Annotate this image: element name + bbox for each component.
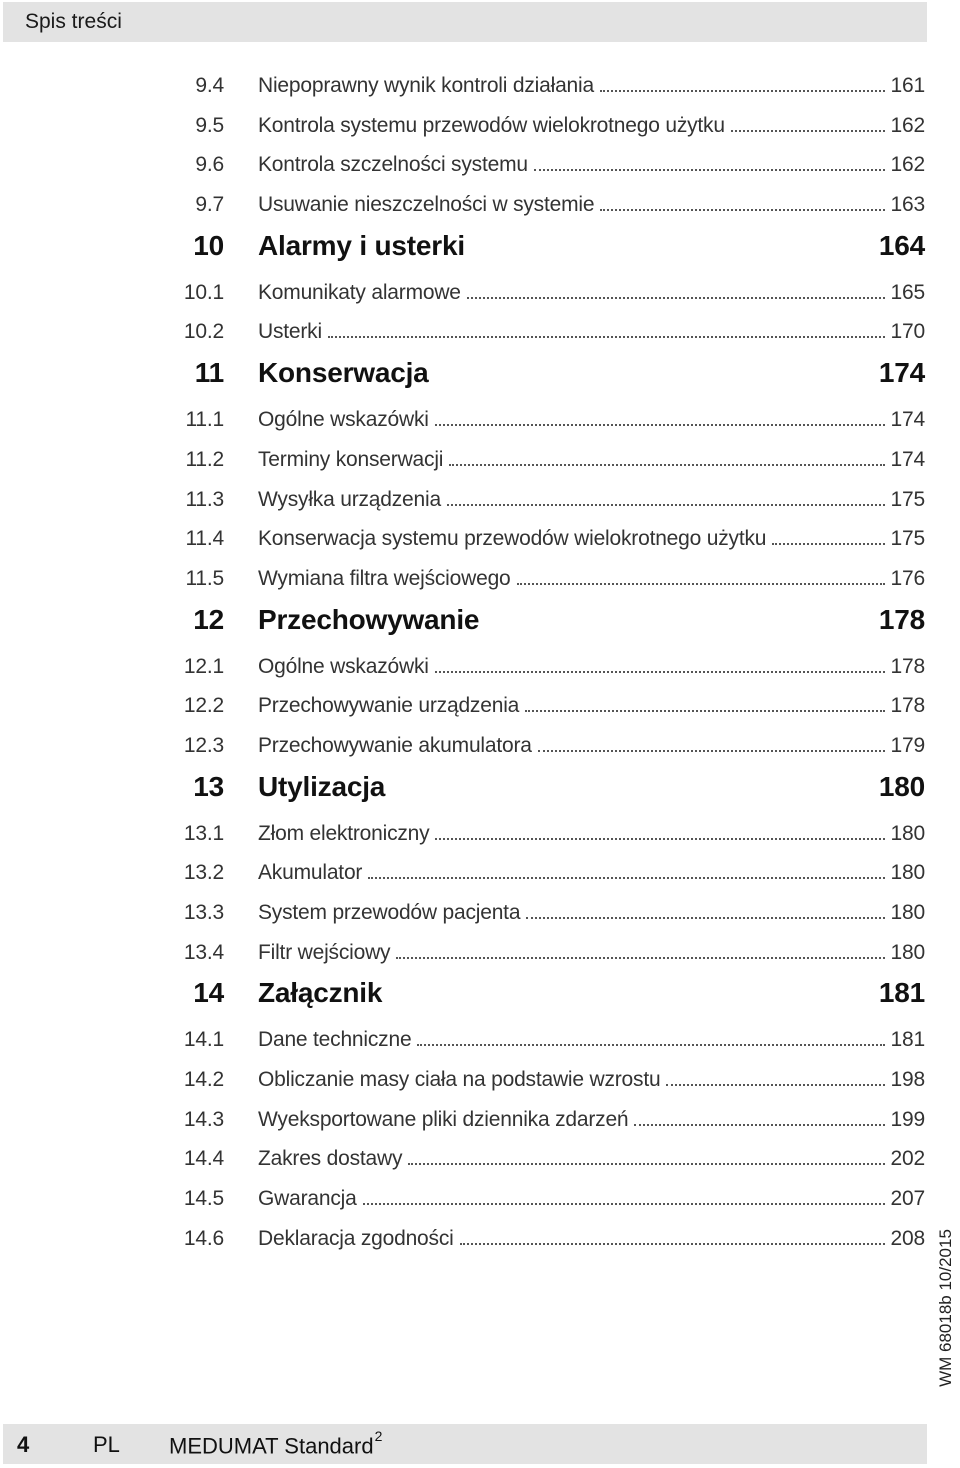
toc-entry-title: Usterki bbox=[258, 320, 322, 344]
toc-entry-title: Konserwacja systemu przewodów wielokrotnego użytku bbox=[258, 527, 767, 551]
toc-entry-number: 14.4 bbox=[183, 1147, 224, 1171]
toc-chapter-row[interactable] bbox=[0, 972, 930, 1020]
toc-entry-number: 11 bbox=[194, 357, 224, 389]
toc-entry-page: 181 bbox=[878, 977, 925, 1009]
toc-section-row[interactable] bbox=[0, 273, 930, 313]
toc-section-row[interactable] bbox=[0, 647, 930, 687]
toc-section-row[interactable] bbox=[0, 853, 930, 893]
toc-entry-line bbox=[258, 527, 925, 551]
toc-dot-leader bbox=[600, 209, 884, 211]
toc-dot-leader bbox=[534, 169, 885, 171]
toc-entry-line bbox=[258, 408, 925, 432]
toc-entry-line bbox=[258, 74, 925, 98]
toc-entry-line bbox=[258, 1147, 925, 1171]
toc-section-row[interactable] bbox=[0, 312, 930, 352]
toc-entry-title: Załącznik bbox=[258, 977, 383, 1009]
toc-dot-leader bbox=[363, 1203, 885, 1205]
toc-entry-title: Złom elektroniczny bbox=[258, 821, 430, 845]
toc-dot-leader bbox=[460, 1243, 885, 1245]
footer-page-number: 4 bbox=[17, 1432, 30, 1457]
toc-entry-line bbox=[258, 861, 925, 885]
toc-entry-title: Zakres dostawy bbox=[258, 1147, 403, 1171]
toc-entry-title: Przechowywanie urządzenia bbox=[258, 694, 520, 718]
toc-entry-title: Gwarancja bbox=[258, 1187, 357, 1211]
toc-entry-line bbox=[258, 153, 925, 177]
toc-dot-leader bbox=[526, 917, 884, 919]
toc-entry-number: 12.1 bbox=[183, 654, 224, 678]
toc-section-row[interactable] bbox=[0, 893, 930, 933]
toc-entry-number: 9.6 bbox=[195, 153, 224, 177]
toc-entry-line bbox=[258, 1187, 925, 1211]
toc-section-row[interactable] bbox=[0, 440, 930, 480]
toc-entry-number: 11.3 bbox=[185, 487, 224, 511]
toc-dot-leader bbox=[538, 750, 885, 752]
toc-section-row[interactable] bbox=[0, 185, 930, 225]
toc-entry-line bbox=[258, 694, 925, 718]
toc-entry-line bbox=[258, 448, 925, 472]
footer-product-name bbox=[169, 1428, 383, 1459]
toc-section-row[interactable] bbox=[0, 1060, 930, 1100]
toc-dot-leader bbox=[328, 336, 885, 338]
toc-entry-number: 14.2 bbox=[183, 1068, 224, 1092]
toc-entry-number: 14.6 bbox=[183, 1226, 224, 1250]
toc-entry-page: 180 bbox=[878, 770, 925, 802]
toc-chapter-row[interactable] bbox=[0, 599, 930, 647]
toc-entry-number: 9.5 bbox=[195, 113, 224, 137]
toc-dot-leader bbox=[435, 838, 884, 840]
toc-entry-page: 165 bbox=[890, 280, 925, 304]
toc-entry-page: 163 bbox=[890, 193, 925, 217]
toc-section-row[interactable] bbox=[0, 1219, 930, 1259]
page-title: Spis treści bbox=[25, 10, 122, 33]
toc-entry-title: Kontrola systemu przewodów wielokrotnego użytku bbox=[258, 113, 725, 137]
toc-entry-line bbox=[258, 1227, 925, 1251]
toc-entry-title: Wymiana filtra wejściowego bbox=[258, 566, 511, 590]
toc-entry-page: 174 bbox=[890, 447, 925, 471]
toc-entry-line bbox=[258, 281, 925, 305]
toc-dot-leader bbox=[447, 504, 885, 506]
toc-entry-page: 180 bbox=[890, 940, 925, 964]
toc-entry-page: 180 bbox=[890, 861, 925, 885]
footer-product-label: MEDUMAT Standard bbox=[169, 1433, 374, 1459]
toc-entry-page: 198 bbox=[890, 1068, 925, 1092]
toc-entry-title: Terminy konserwacji bbox=[258, 447, 444, 471]
toc-section-row[interactable] bbox=[0, 66, 930, 106]
toc-entry-page: 174 bbox=[890, 408, 925, 432]
toc-entry-title: Kontrola szczelności systemu bbox=[258, 153, 528, 177]
toc-entry-line bbox=[258, 488, 925, 512]
toc-entry-page: 181 bbox=[890, 1028, 925, 1052]
toc-entry-page: 161 bbox=[890, 74, 925, 97]
toc-entry-number: 14.1 bbox=[183, 1028, 224, 1052]
toc-section-row[interactable] bbox=[0, 933, 930, 973]
toc-entry-title: Dane techniczne bbox=[258, 1028, 412, 1052]
toc-entry-line bbox=[258, 1068, 925, 1092]
toc-entry-page: 174 bbox=[878, 357, 925, 389]
toc-entry-page: 208 bbox=[890, 1226, 925, 1250]
toc-chapter-row[interactable] bbox=[0, 352, 930, 400]
toc-entry-line bbox=[258, 357, 925, 389]
toc-entry-line bbox=[258, 771, 925, 803]
toc-entry-line bbox=[258, 977, 925, 1009]
toc-section-row[interactable] bbox=[0, 1179, 930, 1219]
toc-entry-page: 175 bbox=[890, 527, 925, 551]
toc-section-row[interactable] bbox=[0, 814, 930, 854]
toc-entry-page: 175 bbox=[890, 487, 925, 511]
toc-entry-title: Przechowywanie akumulatora bbox=[258, 733, 532, 757]
toc-entry-title: Konserwacja bbox=[258, 357, 429, 389]
toc-entry-number: 11.5 bbox=[185, 566, 224, 590]
toc-entry-line bbox=[258, 604, 925, 636]
toc-dot-leader bbox=[417, 1044, 884, 1046]
toc-entry-number: 10.1 bbox=[183, 280, 224, 304]
toc-dot-leader bbox=[772, 543, 884, 545]
toc-entry-page: 170 bbox=[890, 320, 925, 344]
toc-section-row[interactable] bbox=[0, 519, 930, 559]
toc-entry-line bbox=[258, 734, 925, 758]
toc-entry-number: 13.4 bbox=[183, 940, 224, 964]
toc-entry-title: Alarmy i usterki bbox=[258, 229, 465, 261]
toc-entry-number: 13 bbox=[193, 770, 224, 802]
toc-dot-leader bbox=[600, 90, 885, 92]
toc-entry-page: 162 bbox=[890, 153, 925, 177]
toc-dot-leader bbox=[449, 464, 884, 466]
toc-entry-page: 178 bbox=[890, 694, 925, 718]
toc-entry-page: 164 bbox=[878, 229, 925, 261]
footer-product-superscript: 2 bbox=[374, 1428, 383, 1444]
toc-entry-line bbox=[258, 1108, 925, 1132]
toc-entry-line bbox=[258, 1028, 925, 1052]
toc-entry-line bbox=[258, 114, 925, 138]
toc-entry-title: Ogólne wskazówki bbox=[258, 654, 429, 678]
toc-entry-title: Niepoprawny wynik kontroli działania bbox=[258, 74, 594, 97]
toc-dot-leader bbox=[517, 583, 885, 585]
toc-entry-number: 13.1 bbox=[183, 821, 224, 845]
toc-entry-line bbox=[258, 901, 925, 925]
toc-entry-page: 180 bbox=[890, 901, 925, 924]
toc-section-row[interactable] bbox=[0, 400, 930, 440]
toc-entry-title: Przechowywanie bbox=[258, 603, 480, 635]
toc-entry-line bbox=[258, 193, 925, 217]
toc-dot-leader bbox=[435, 671, 885, 673]
footer-language: PL bbox=[93, 1432, 120, 1457]
toc-entry-title: Akumulator bbox=[258, 861, 363, 885]
toc-entry-line bbox=[258, 822, 925, 846]
toc-dot-leader bbox=[467, 297, 885, 299]
toc-entry-title: Filtr wejściowy bbox=[258, 940, 391, 964]
toc-dot-leader bbox=[525, 710, 884, 712]
toc-entry-title: Deklaracja zgodności bbox=[258, 1226, 454, 1250]
toc-entry-number: 11.4 bbox=[185, 527, 224, 551]
toc-section-row[interactable] bbox=[0, 145, 930, 185]
header-bar bbox=[3, 2, 927, 42]
toc-dot-leader bbox=[666, 1084, 884, 1086]
toc-entry-page: 207 bbox=[890, 1187, 925, 1211]
document-code-text: WM 68018b 10/2015 bbox=[936, 1229, 955, 1387]
toc-entry-title: Wysyłka urządzenia bbox=[258, 487, 441, 511]
toc-entry-number: 14.3 bbox=[183, 1107, 224, 1131]
toc-entry-number: 13.3 bbox=[183, 901, 224, 924]
toc-entry-number: 9.7 bbox=[195, 193, 224, 217]
toc-entry-number: 14 bbox=[193, 977, 224, 1009]
toc-section-row[interactable] bbox=[0, 559, 930, 599]
toc-entry-page: 178 bbox=[878, 603, 925, 635]
toc-entry-page: 180 bbox=[890, 821, 925, 845]
toc-dot-leader bbox=[731, 130, 885, 132]
toc-section-row[interactable] bbox=[0, 726, 930, 766]
toc-entry-line bbox=[258, 230, 925, 262]
toc-entry-page: 162 bbox=[890, 113, 925, 137]
toc-dot-leader bbox=[435, 424, 885, 426]
toc-entry-title: Utylizacja bbox=[258, 770, 386, 802]
toc-entry-number: 12.3 bbox=[183, 733, 224, 757]
toc-entry-page: 178 bbox=[890, 654, 925, 678]
toc-entry-number: 12.2 bbox=[183, 694, 224, 718]
toc-entry-number: 10.2 bbox=[183, 320, 224, 344]
toc-entry-title: Obliczanie masy ciała na podstawie wzrostu bbox=[258, 1068, 661, 1092]
toc-dot-leader bbox=[634, 1124, 884, 1126]
toc-section-row[interactable] bbox=[0, 1139, 930, 1179]
toc-section-row[interactable] bbox=[0, 686, 930, 726]
toc-entry-page: 179 bbox=[890, 733, 925, 757]
footer-bar bbox=[3, 1424, 927, 1464]
toc-entry-number: 14.5 bbox=[183, 1187, 224, 1211]
toc-entry-line bbox=[258, 941, 925, 965]
toc-dot-leader bbox=[408, 1163, 884, 1165]
toc-section-row[interactable] bbox=[0, 1020, 930, 1060]
toc-entry-page: 199 bbox=[890, 1107, 925, 1131]
toc-entry-line bbox=[258, 567, 925, 591]
toc-entry-number: 13.2 bbox=[183, 861, 224, 885]
toc-section-row[interactable] bbox=[0, 480, 930, 520]
toc-entry-number: 11.2 bbox=[185, 447, 224, 471]
table-of-contents bbox=[0, 66, 930, 1259]
toc-section-row[interactable] bbox=[0, 1100, 930, 1140]
toc-entry-title: Komunikaty alarmowe bbox=[258, 280, 461, 304]
toc-entry-line bbox=[258, 320, 925, 344]
toc-entry-title: Usuwanie nieszczelności w systemie bbox=[258, 193, 595, 217]
toc-entry-title: Ogólne wskazówki bbox=[258, 408, 429, 432]
toc-entry-title: System przewodów pacjenta bbox=[258, 901, 521, 924]
toc-entry-line bbox=[258, 655, 925, 679]
toc-entry-number: 10 bbox=[193, 229, 224, 261]
toc-section-row[interactable] bbox=[0, 106, 930, 146]
toc-chapter-row[interactable] bbox=[0, 225, 930, 273]
toc-entry-number: 12 bbox=[193, 603, 224, 635]
toc-entry-page: 176 bbox=[890, 566, 925, 590]
toc-dot-leader bbox=[368, 877, 884, 879]
toc-chapter-row[interactable] bbox=[0, 766, 930, 814]
document-code bbox=[920, 1220, 960, 1396]
toc-dot-leader bbox=[396, 957, 884, 959]
toc-entry-page: 202 bbox=[890, 1147, 925, 1171]
toc-entry-number: 9.4 bbox=[195, 74, 224, 97]
toc-entry-number: 11.1 bbox=[185, 408, 224, 432]
toc-entry-title: Wyeksportowane pliki dziennika zdarzeń bbox=[258, 1107, 629, 1131]
